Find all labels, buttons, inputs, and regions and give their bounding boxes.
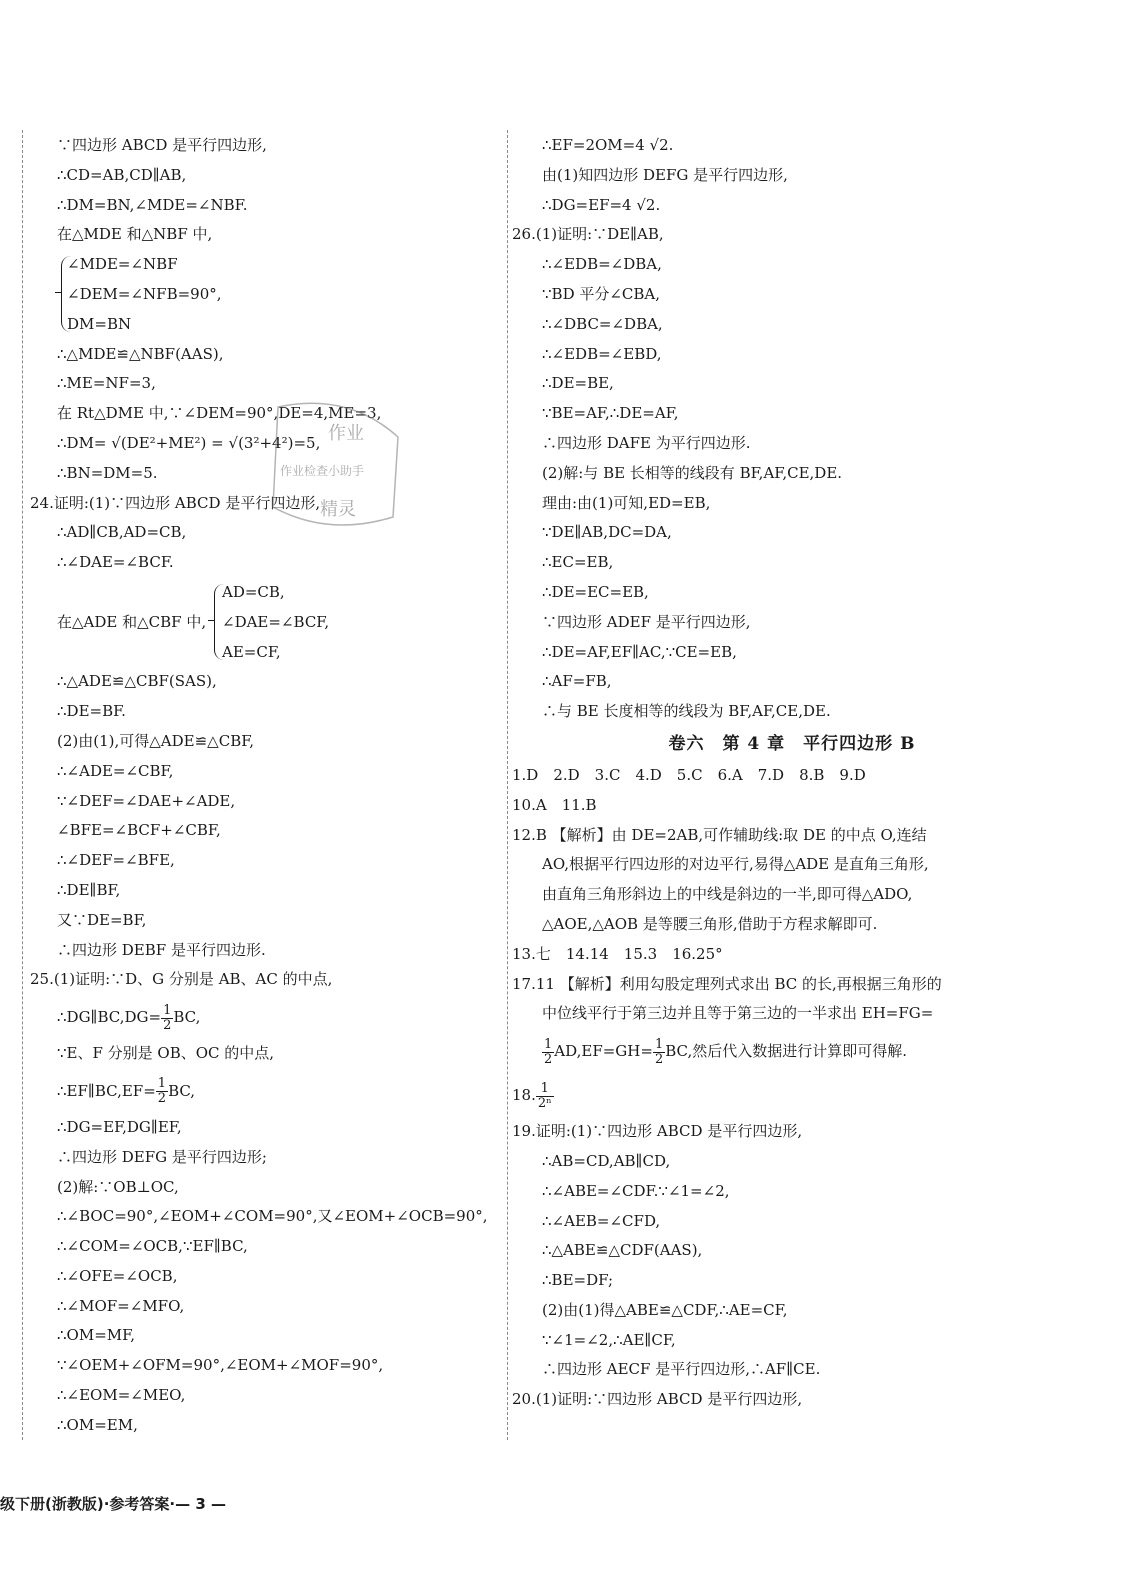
text-line: ∴AD∥CB,AD=CB, xyxy=(57,523,187,542)
text-line: (2)由(1)得△ABE≌△CDF,∴AE=CF, xyxy=(542,1300,788,1319)
text-line: ∵BD 平分∠CBA, xyxy=(542,284,661,303)
text-line: ∴ME=NF=3, xyxy=(57,374,156,393)
question-19-heading: 19.证明:(1)∵四边形 ABCD 是平行四边形, xyxy=(512,1122,803,1141)
text-line: ∴∠BOC=90°,∠EOM+∠COM=90°,又∠EOM+∠OCB=90°, xyxy=(57,1207,488,1226)
text-line: ∴四边形 DEBF 是平行四边形. xyxy=(57,940,266,959)
text-line: ∴DE=EC=EB, xyxy=(542,582,649,601)
text-line: ∴∠EOM=∠MEO, xyxy=(57,1386,186,1405)
text-line: ∴∠OFE=∠OCB, xyxy=(57,1266,178,1285)
text-line: 由(1)知四边形 DEFG 是平行四边形, xyxy=(542,165,788,184)
question-26-heading: 26.(1)证明:∵DE∥AB, xyxy=(512,225,664,244)
text-line: ∴△ABE≌△CDF(AAS), xyxy=(542,1241,703,1260)
text-line: ∴EC=EB, xyxy=(542,553,614,572)
text-line: ∴∠ADE=∠CBF, xyxy=(57,761,174,780)
text-line: ∴四边形 DAFE 为平行四边形. xyxy=(542,433,751,452)
fraction-suffix: BC, xyxy=(168,1081,196,1100)
text-line: ∴CD=AB,CD∥AB, xyxy=(57,165,187,184)
fraction xyxy=(156,1077,168,1106)
text-line: ∵∠DEF=∠DAE+∠ADE, xyxy=(57,791,236,810)
fraction xyxy=(536,1082,554,1111)
text-line: ∴OM=MF, xyxy=(57,1326,135,1345)
text-line: ∴∠COM=∠OCB,∵EF∥BC, xyxy=(57,1237,248,1256)
fraction xyxy=(542,1038,554,1067)
fraction-middle: AD,EF=GH= xyxy=(554,1042,653,1061)
section-title: 卷六 第 4 章 平行四边形 B xyxy=(668,733,916,754)
text-line: ∴四边形 DEFG 是平行四边形; xyxy=(57,1147,267,1166)
text-line: ∵DE∥AB,DC=DA, xyxy=(542,523,672,542)
question-12-line: △AOE,△AOB 是等腰三角形,借助于方程求解即可. xyxy=(542,914,878,933)
text-line: ∴EF=2OM=4 √2. xyxy=(542,136,674,154)
text-line: ∴DE=AF,EF∥AC,∵CE=EB, xyxy=(542,642,737,661)
question-12-line: AO,根据平行四边形的对边平行,易得△ADE 是直角三角形, xyxy=(542,855,929,874)
text-line: ∴BN=DM=5. xyxy=(57,463,158,482)
question-17-line: 17.11 【解析】利用勾股定理列式求出 BC 的长,再根据三角形的 xyxy=(512,974,942,993)
text-line: (2)解:∵OB⊥OC, xyxy=(57,1177,179,1196)
text-line: ∴∠MOF=∠MFO, xyxy=(57,1296,185,1315)
fraction xyxy=(653,1038,665,1067)
stamp-text: 作业 xyxy=(328,423,364,444)
fraction-suffix: BC,然后代入数据进行计算即可得解. xyxy=(665,1042,908,1061)
fraction-numerator: 1 xyxy=(163,1002,172,1018)
text-line: 在 Rt△DME 中,∵∠DEM=90°,DE=4,ME=3, xyxy=(57,404,382,423)
text-line: ∴四边形 AECF 是平行四边形,∴AF∥CE. xyxy=(542,1360,821,1379)
text-line: ∴DG=EF,DG∥EF, xyxy=(57,1117,182,1136)
equation-system xyxy=(30,578,500,667)
text-line: ∵∠OEM+∠OFM=90°,∠EOM+∠MOF=90°, xyxy=(57,1356,384,1375)
fraction-suffix: BC, xyxy=(173,1008,201,1027)
text-line: ∵四边形 ABCD 是平行四边形, xyxy=(57,136,267,154)
text-line: ∴∠DBC=∠DBA, xyxy=(542,314,663,333)
text-line: (2)解:与 BE 长相等的线段有 BF,AF,CE,DE. xyxy=(542,463,843,482)
system-label: 在△ADE 和△CBF 中, xyxy=(57,612,207,631)
fraction-line xyxy=(512,1029,1092,1073)
text-line: ∴∠EDB=∠DBA, xyxy=(542,255,662,274)
fraction-denominator: 2 xyxy=(157,1091,167,1107)
fraction-denominator: 2ⁿ xyxy=(537,1095,552,1111)
column-divider xyxy=(507,130,508,1440)
system-row: ∠MDE=∠NBF xyxy=(67,255,178,274)
fraction-numerator: 1 xyxy=(654,1036,664,1052)
text-line: ∴△MDE≌△NBF(AAS), xyxy=(57,344,224,363)
text-line: ∠BFE=∠BCF+∠CBF, xyxy=(57,821,221,840)
left-margin-rule xyxy=(22,130,23,1440)
question-12-line: 12.B 【解析】由 DE=2AB,可作辅助线:取 DE 的中点 O,连结 xyxy=(512,825,927,844)
text-line: ∴DE=BF. xyxy=(57,702,126,721)
system-row: ∠DEM=∠NFB=90°, xyxy=(67,284,222,303)
text-line: ∴DG=EF=4 √2. xyxy=(542,195,661,214)
text-line: ∴AF=FB, xyxy=(542,672,612,691)
fraction-denominator: 2 xyxy=(163,1017,172,1033)
stamp-text: 作业检查小助手 xyxy=(280,464,365,478)
question-17-line: 中位线平行于第三边并且等于第三边的一半求出 EH=FG= xyxy=(542,1004,934,1023)
system-row: AE=CF, xyxy=(222,642,281,661)
system-row: AD=CB, xyxy=(222,582,285,601)
equation-system xyxy=(30,250,500,339)
fraction-prefix: ∴DG∥BC,DG= xyxy=(57,1008,162,1027)
question-18-label: 18. xyxy=(512,1086,536,1105)
text-line: ∴与 BE 长度相等的线段为 BF,AF,CE,DE. xyxy=(542,702,831,721)
fraction-line xyxy=(30,995,500,1039)
question-24-heading: 24.证明:(1)∵四边形 ABCD 是平行四边形, xyxy=(30,493,321,512)
text-line: ∴OM=EM, xyxy=(57,1415,138,1434)
fraction-prefix: ∴EF∥BC,EF= xyxy=(57,1081,156,1100)
text-line: ∴∠DEF=∠BFE, xyxy=(57,851,175,870)
system-row: ∠DAE=∠BCF, xyxy=(222,612,330,631)
text-line: ∴∠AEB=∠CFD, xyxy=(542,1211,661,1230)
text-line: ∵E、F 分别是 OB、OC 的中点, xyxy=(57,1044,275,1063)
text-line: ∴DE∥BF, xyxy=(57,880,121,899)
fraction-denominator: 2 xyxy=(544,1051,553,1067)
text-line: ∵BE=AF,∴DE=AF, xyxy=(542,404,679,423)
system-row: DM=BN xyxy=(67,314,132,333)
text-line: ∵四边形 ADEF 是平行四边形, xyxy=(542,612,751,631)
watermark-stamp-icon xyxy=(258,397,408,537)
answer-line: 1.D 2.D 3.C 4.D 5.C 6.A 7.D 8.B 9.D xyxy=(512,765,866,784)
page-footer: 级下册(浙教版)·参考答案·— 3 — xyxy=(0,1495,226,1513)
left-column xyxy=(30,131,500,1441)
text-line: ∴∠ABE=∠CDF.∵∠1=∠2, xyxy=(542,1181,730,1200)
text-line: ∴BE=DF; xyxy=(542,1271,614,1290)
text-line: 在△MDE 和△NBF 中, xyxy=(57,225,213,244)
text-line: ∴△ADE≌△CBF(SAS), xyxy=(57,672,217,691)
fraction xyxy=(161,1004,173,1033)
fraction-numerator: 1 xyxy=(536,1082,554,1097)
text-line: (2)由(1),可得△ADE≌△CBF, xyxy=(57,731,255,750)
fraction-numerator: 1 xyxy=(544,1036,553,1052)
question-20-heading: 20.(1)证明:∵四边形 ABCD 是平行四边形, xyxy=(512,1390,803,1409)
text-line: 又∵DE=BF, xyxy=(57,910,147,929)
question-12-line: 由直角三角形斜边上的中线是斜边的一半,即可得△ADO, xyxy=(542,885,913,904)
text-line: ∴∠DAE=∠BCF. xyxy=(57,553,174,572)
question-18-line xyxy=(512,1073,1092,1117)
fraction-numerator: 1 xyxy=(157,1076,167,1092)
text-line: ∴DM=BN,∠MDE=∠NBF. xyxy=(57,195,248,214)
answer-line: 10.A 11.B xyxy=(512,795,597,814)
fraction-line xyxy=(30,1069,500,1113)
text-line: ∴DE=BE, xyxy=(542,374,614,393)
text-line: ∴∠EDB=∠EBD, xyxy=(542,344,662,363)
text-line: ∵∠1=∠2,∴AE∥CF, xyxy=(542,1330,676,1349)
right-column xyxy=(512,131,1092,1415)
fraction-denominator: 2 xyxy=(654,1051,664,1067)
question-25-heading: 25.(1)证明:∵D、G 分别是 AB、AC 的中点, xyxy=(30,970,333,989)
text-line: ∴DM= √(DE²+ME²) = √(3²+4²)=5, xyxy=(57,433,321,452)
text-line: 理由:由(1)可知,ED=EB, xyxy=(542,493,711,512)
text-line: ∴AB=CD,AB∥CD, xyxy=(542,1151,671,1170)
answer-line: 13.七 14.14 15.3 16.25° xyxy=(512,944,723,963)
stamp-text: 精灵 xyxy=(320,499,356,520)
